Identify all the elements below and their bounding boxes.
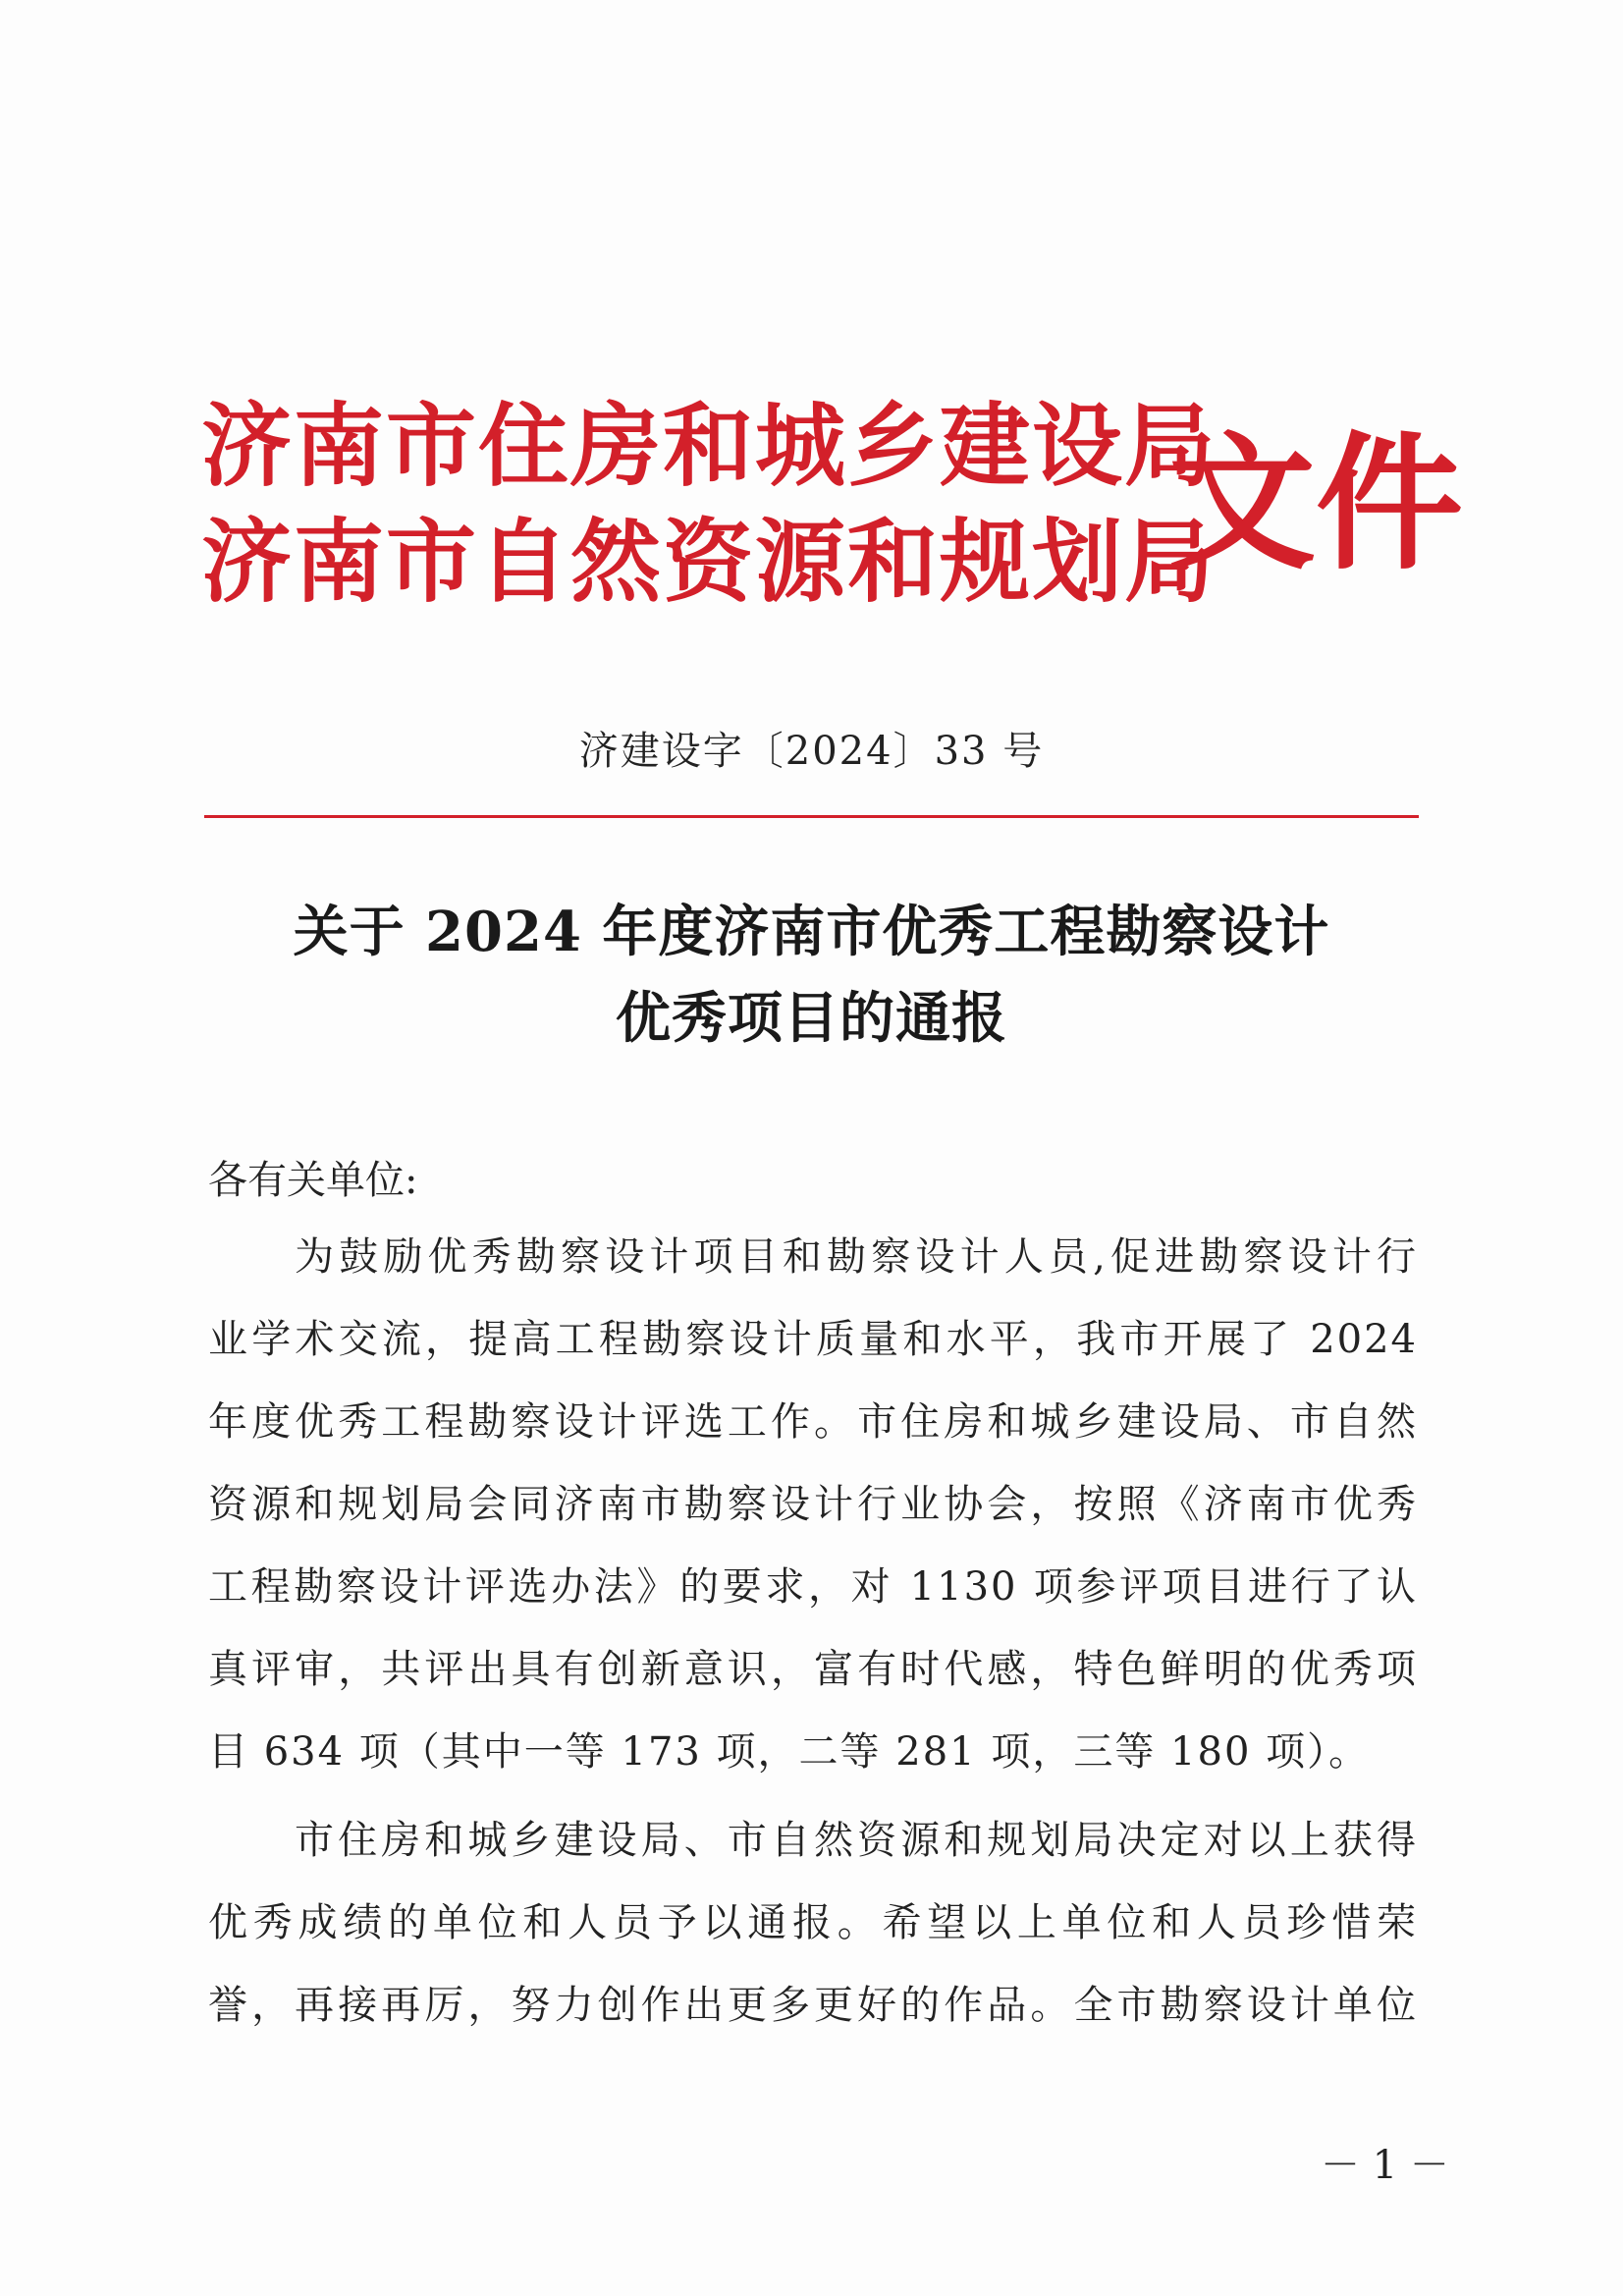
- paragraph-1-line: 业学术交流，提高工程勘察设计质量和水平，我市开展了 2024: [208, 1317, 1418, 1362]
- agency-name-1: 济南市住房和城乡建设局: [201, 393, 1217, 499]
- page-number: － 1 －: [1321, 2143, 1449, 2188]
- document-header: [201, 388, 1464, 633]
- paragraph-2-line: 誉，再接再厉，努力创作出更多更好的作品。全市勘察设计单位: [208, 1983, 1418, 2028]
- salutation: 各有关单位:: [208, 1158, 418, 1203]
- paragraph-1-line: 为鼓励优秀勘察设计项目和勘察设计人员,促进勘察设计行: [295, 1234, 1418, 1280]
- document-number: 济建设字〔2024〕33 号: [578, 729, 1045, 774]
- document-label: 文件: [1168, 417, 1464, 590]
- document-title: [0, 889, 1623, 1062]
- paragraph-1-line: 年度优秀工程勘察设计评选工作。市住房和城乡建设局、市自然: [208, 1399, 1418, 1445]
- paragraph-1-line: 真评审，共评出具有创新意识，富有时代感，特色鲜明的优秀项: [208, 1647, 1418, 1692]
- paragraph-2-line: 优秀成绩的单位和人员予以通报。希望以上单位和人员珍惜荣: [208, 1900, 1418, 1945]
- paragraph-1-line: 目 634 项（其中一等 173 项，二等 281 项，三等 180 项）。: [208, 1729, 1371, 1775]
- paragraph-1: [208, 1216, 1418, 1793]
- issuing-agencies: [201, 388, 1217, 620]
- paragraph-2: [208, 1799, 1418, 2047]
- paragraph-2-line: 市住房和城乡建设局、市自然资源和规划局决定对以上获得: [295, 1818, 1418, 1863]
- agency-name-2: 济南市自然资源和规划局: [201, 509, 1217, 615]
- paragraph-1-line: 工程勘察设计评选办法》的要求，对 1130 项参评项目进行了认: [208, 1564, 1418, 1610]
- red-divider: [204, 815, 1419, 818]
- title-line-2: 优秀项目的通报: [616, 986, 1007, 1051]
- paragraph-1-line: 资源和规划局会同济南市勘察设计行业协会，按照《济南市优秀: [208, 1482, 1418, 1527]
- title-line-1: 关于 2024 年度济南市优秀工程勘察设计: [293, 900, 1330, 964]
